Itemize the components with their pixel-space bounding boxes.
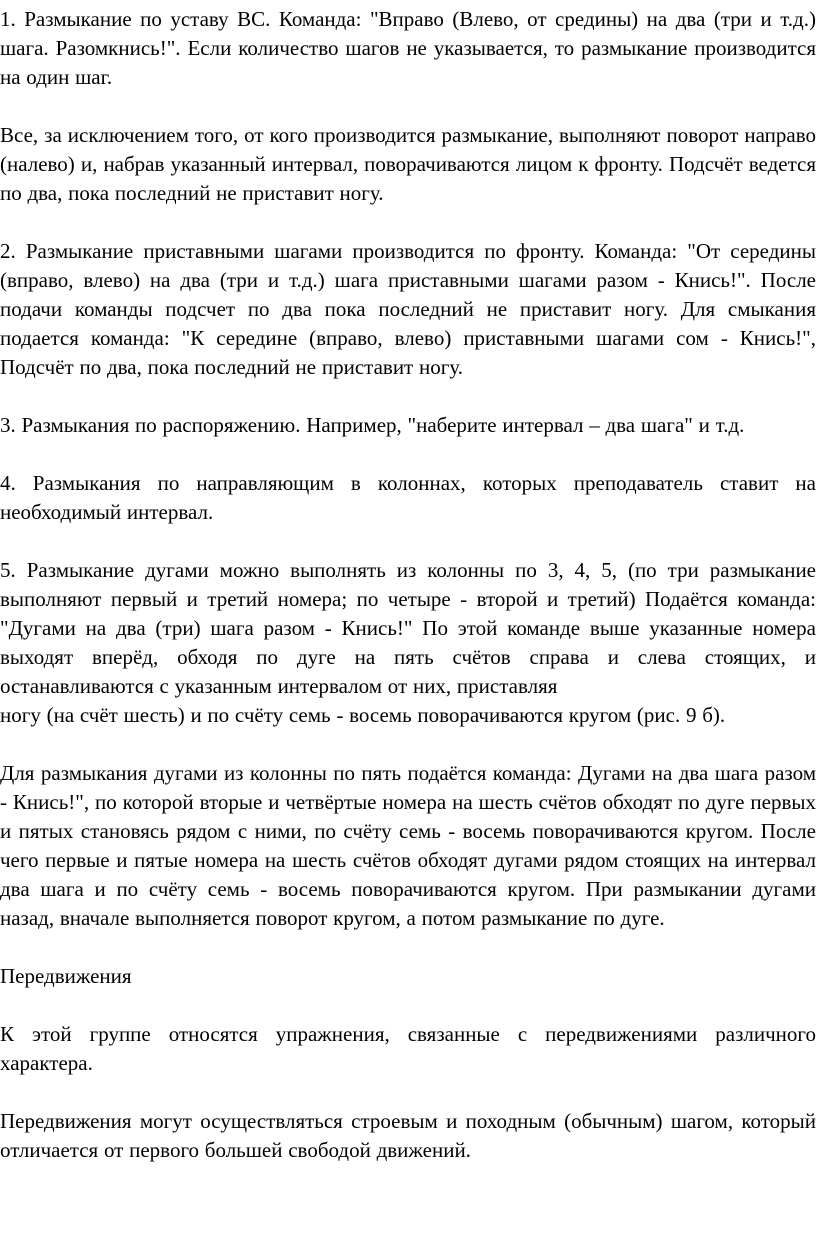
paragraph-4: 3. Размыкания по распоряжению. Например, "наберите интервал – два шага" и т.д. bbox=[0, 413, 745, 437]
paragraph-7: Для размыкания дугами из колонны по пять подаётся команда: Дугами на два шага разом - Кнись!", по которой вторые и четвёртые номера на шесть счётов обходят по дуге первых и пятых становясь рядом с ними, по счёту семь - восемь поворачиваются кругом. После чего первые и пятые номера на шесть счётов обходят дугами рядом стоящих на интервал два шага и по счёту семь - восемь поворачиваются кругом. При размыкании дугами назад, вначале выполняется поворот кругом, а потом размыкание по дуге. bbox=[0, 761, 816, 930]
paragraph-6-part-1: 5. Размыкание дугами можно выполнять из колонны по 3, 4, 5, (по три размыкание выполняют первый и третий номера; по четыре - второй и третий) Подаётся команда: "Дугами на два (три) шага разом - Кнись!" По этой команде выше указанные номера выходят вперёд, обходя по дуге на пять счётов справа и слева стоящих, и останавливаются с указанным интервалом от них, приставляя bbox=[0, 558, 816, 698]
paragraph-3: 2. Размыкание приставными шагами производится по фронту. Команда: "От середины (вправо, влево) на два (три и т.д.) шага приставными шагами разом - Кнись!". После подачи команды подсчет по два пока последний не приставит ногу. Для смыкания подается команда: "К середине (вправо, влево) приставными шагами сом - Кнись!", Подсчёт по два, пока последний не приставит ногу. bbox=[0, 239, 816, 379]
paragraph-1: 1. Размыкание по уставу ВС. Команда: "Вправо (Влево, от средины) на два (три и т.д.) шага. Разомкнись!". Если количество шагов не указывается, то размыкание производится на один шаг. bbox=[0, 7, 816, 89]
paragraph-9: Передвижения могут осуществляться строевым и походным (обычным) шагом, который отличается от первого большей свободой движений. bbox=[0, 1109, 816, 1162]
section-heading-movements: Передвижения bbox=[0, 964, 132, 988]
paragraph-8: К этой группе относятся упражнения, связанные с передвижениями различного характера. bbox=[0, 1022, 816, 1075]
paragraph-6 bbox=[0, 556, 816, 730]
paragraph-2: Все, за исключением того, от кого производится размыкание, выполняют поворот направо (налево) и, набрав указанный интервал, поворачиваются лицом к фронту. Подсчёт ведется по два, пока последний не приставит ногу. bbox=[0, 123, 816, 205]
paragraph-6-part-2: ногу (на счёт шесть) и по счёту семь - восемь поворачиваются кругом (рис. 9 б). bbox=[0, 703, 726, 727]
paragraph-5: 4. Размыкания по направляющим в колоннах, которых преподаватель ставит на необходимый интервал. bbox=[0, 471, 816, 524]
